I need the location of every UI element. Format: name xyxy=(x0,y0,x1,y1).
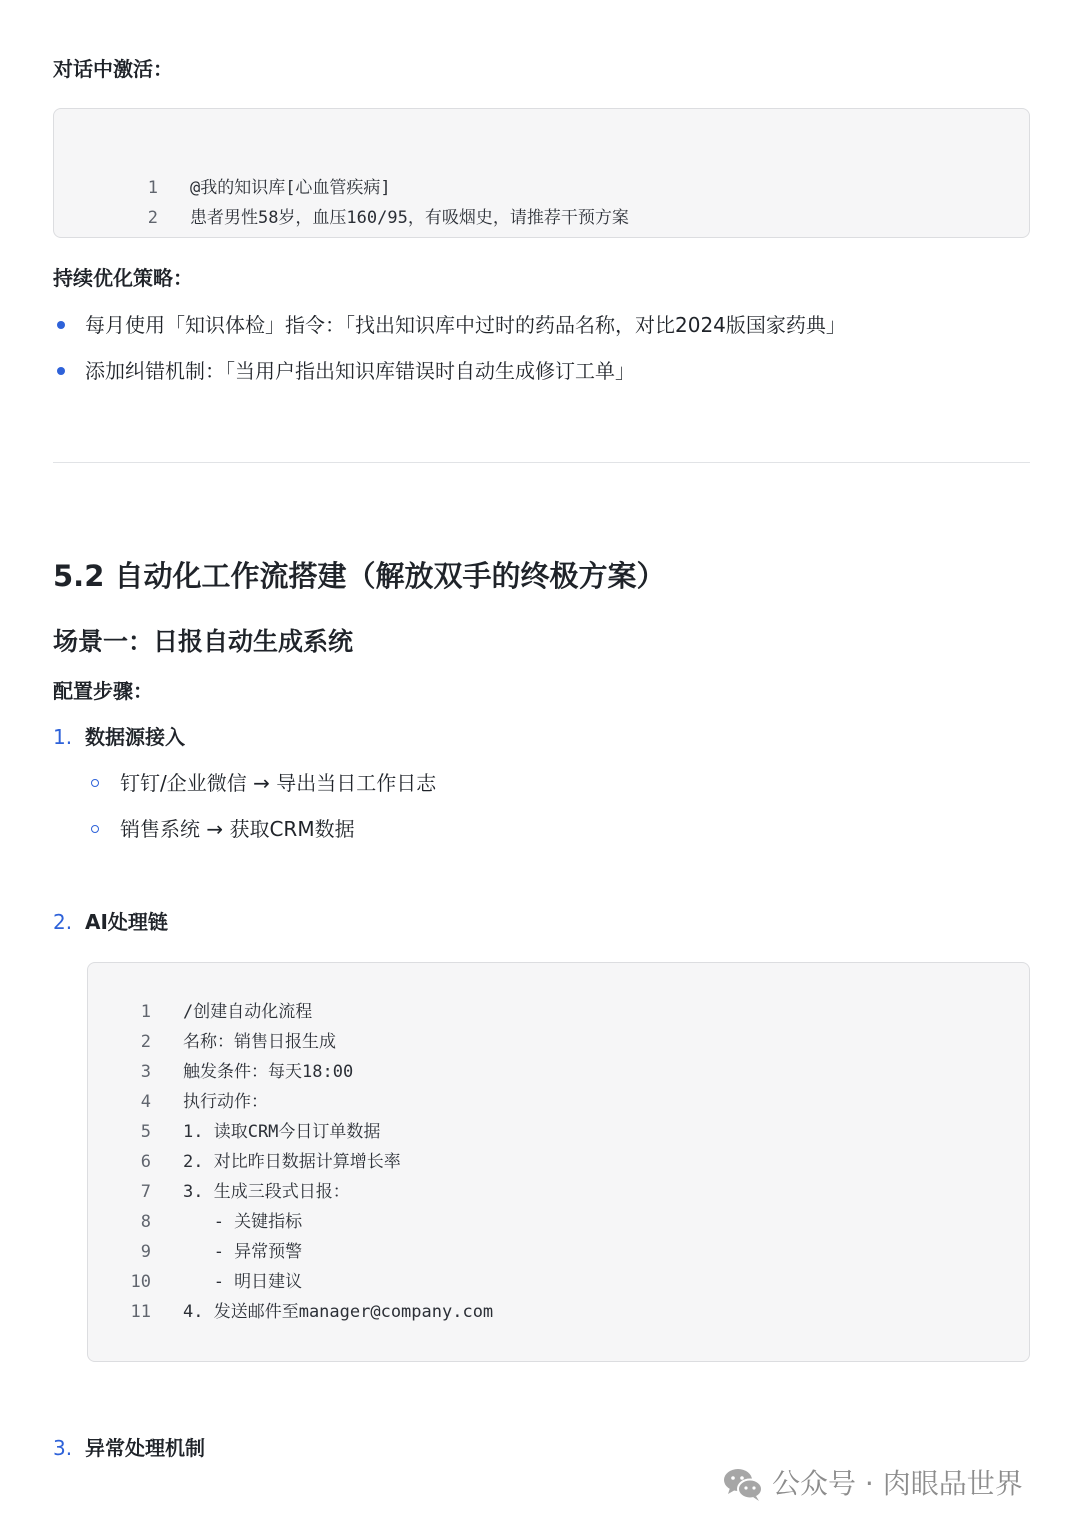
code-text: 触发条件：每天18:00 xyxy=(183,1062,354,1082)
watermark xyxy=(722,1462,1052,1506)
code-text: - 异常预警 xyxy=(183,1242,303,1262)
bullet-text: 添加纠错机制：「当用户指出知识库错误时自动生成修订工单」 xyxy=(85,359,635,383)
code-text: 执行动作： xyxy=(183,1092,268,1112)
wechat-icon xyxy=(722,1466,764,1502)
circle-bullet-icon xyxy=(91,825,99,833)
bullet-dot-icon xyxy=(57,321,65,329)
code-line xyxy=(88,1147,401,1177)
line-number: 4 xyxy=(140,1092,151,1112)
steps-heading: 配置步骤： xyxy=(53,679,153,703)
activate-heading: 对话中激活： xyxy=(53,57,173,81)
watermark-text: 公众号 · 肉眼品世界 xyxy=(772,1467,1023,1500)
line-number: 2 xyxy=(140,1032,151,1052)
line-number: 5 xyxy=(140,1122,151,1142)
step-title: 数据源接入 xyxy=(85,725,185,749)
line-number: 1 xyxy=(147,178,158,198)
section-title: 5.2 自动化工作流搭建（解放双手的终极方案） xyxy=(53,559,666,593)
code-block-workflow xyxy=(87,962,1030,1362)
code-line xyxy=(88,1117,380,1147)
step-number: 2. xyxy=(53,910,73,934)
line-number: 2 xyxy=(147,208,158,228)
line-number: 11 xyxy=(130,1302,151,1322)
code-line xyxy=(54,143,391,198)
circle-bullet-icon xyxy=(91,779,99,787)
line-number: 1 xyxy=(140,1002,151,1022)
code-line xyxy=(88,1087,268,1117)
code-text: - 关键指标 xyxy=(183,1212,303,1232)
step-number: 3. xyxy=(53,1436,73,1460)
code-text: @我的知识库[心血管疾病] xyxy=(189,178,391,198)
line-number: 3 xyxy=(140,1062,151,1082)
line-number: 7 xyxy=(140,1182,151,1202)
optimize-heading: 持续优化策略： xyxy=(53,266,193,290)
bullet-dot-icon xyxy=(57,367,65,375)
line-number: 8 xyxy=(140,1212,151,1232)
code-text: 4. 发送邮件至manager@company.com xyxy=(183,1302,494,1322)
code-text: - 明日建议 xyxy=(183,1272,303,1292)
code-text: 名称：销售日报生成 xyxy=(183,1032,336,1052)
code-line xyxy=(88,1177,350,1207)
code-line xyxy=(88,1057,353,1087)
sub-item-text: 钉钉/企业微信 → 导出当日工作日志 xyxy=(120,771,437,795)
code-text: 3. 生成三段式日报： xyxy=(183,1182,350,1202)
scenario-title: 场景一：日报自动生成系统 xyxy=(53,627,354,656)
code-line xyxy=(88,1207,302,1237)
code-line xyxy=(88,1267,302,1297)
code-text: 患者男性58岁，血压160/95，有吸烟史，请推荐干预方案 xyxy=(189,208,629,228)
code-text: 1. 读取CRM今日订单数据 xyxy=(183,1122,381,1142)
line-number: 10 xyxy=(130,1272,151,1292)
line-number: 6 xyxy=(140,1152,151,1172)
step-title: 异常处理机制 xyxy=(85,1436,205,1460)
code-text: 2. 对比昨日数据计算增长率 xyxy=(183,1152,401,1172)
sub-item-text: 销售系统 → 获取CRM数据 xyxy=(120,817,355,841)
code-line xyxy=(88,1237,302,1267)
line-number: 9 xyxy=(140,1242,151,1262)
code-line xyxy=(88,1297,493,1327)
bullet-text: 每月使用「知识体检」指令：「找出知识库中过时的药品名称，对比2024版国家药典」 xyxy=(85,313,846,337)
code-line xyxy=(88,1027,336,1057)
code-line xyxy=(88,997,312,1027)
step-title: AI处理链 xyxy=(85,910,168,934)
code-text: /创建自动化流程 xyxy=(183,1002,313,1022)
step-number: 1. xyxy=(53,725,73,749)
section-divider xyxy=(53,462,1030,463)
code-line xyxy=(54,173,629,228)
code-block-knowledge xyxy=(53,108,1030,238)
